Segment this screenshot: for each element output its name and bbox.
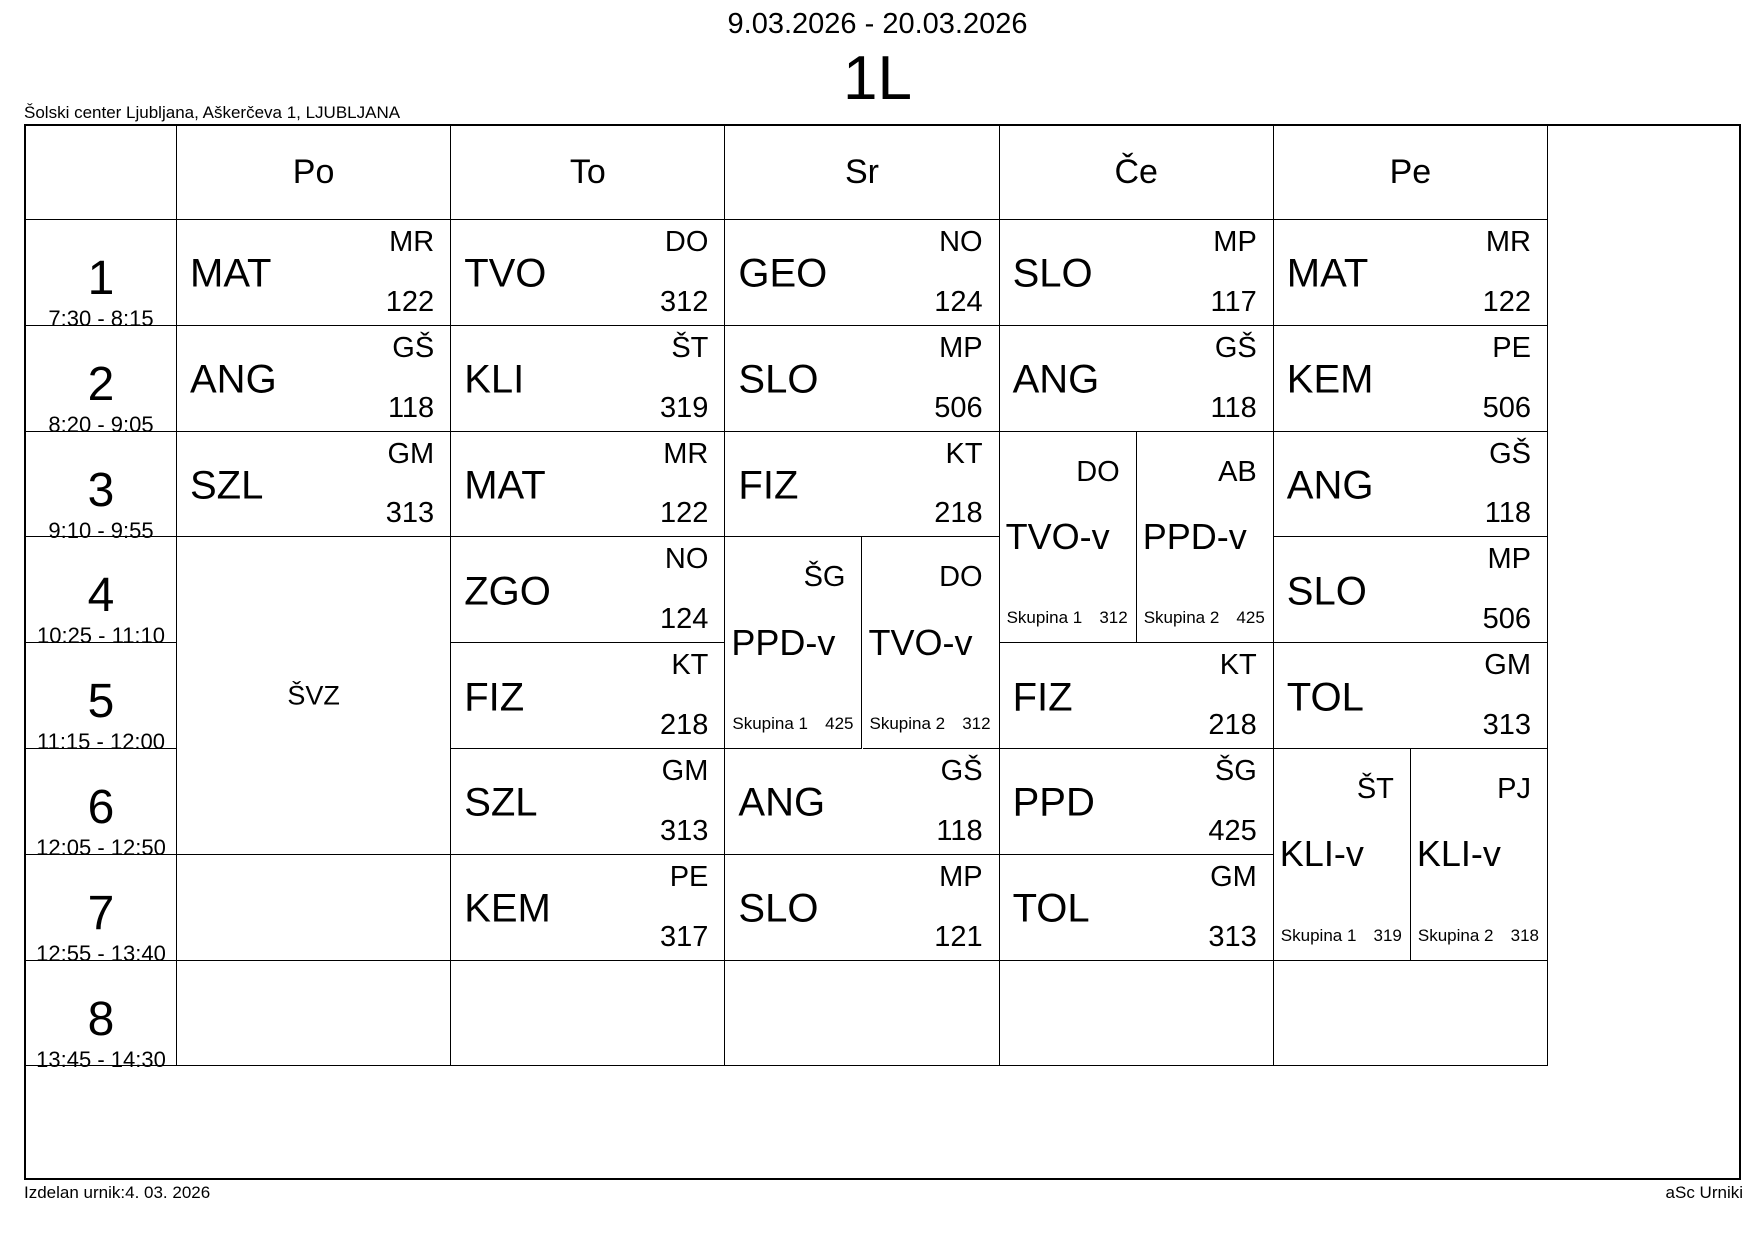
lesson-teacher: MR (663, 437, 709, 470)
lesson-room: 122 (1482, 285, 1531, 318)
period-header (26, 220, 177, 331)
lesson-subject: GEO (738, 251, 828, 296)
lesson-cell (177, 432, 451, 538)
lesson-teacher: NO (939, 226, 983, 258)
lesson-room: 121 (934, 920, 983, 953)
lesson-teacher: MP (939, 331, 983, 364)
lesson-cell (1274, 537, 1548, 643)
lesson-subject: MAT (464, 463, 546, 508)
period-number: 1 (87, 252, 115, 305)
lesson-room: 313 (659, 814, 709, 847)
period-time: 12:05 - 12:50 (36, 835, 166, 860)
period-header (26, 749, 177, 860)
lesson-cell (725, 749, 999, 855)
lesson-room: 312 (1099, 608, 1128, 628)
empty-cell (1274, 961, 1548, 1067)
lesson-teacher: GŠ (940, 755, 983, 787)
lesson-subject: PPD-v (1142, 515, 1247, 557)
day-header: Sr (725, 126, 999, 220)
lesson-cell (725, 326, 999, 432)
lesson-cell (1274, 220, 1548, 326)
lesson-cell (1000, 220, 1274, 326)
lesson-subject: ZGO (464, 569, 551, 614)
lesson-subject: ANG (1012, 357, 1100, 402)
lesson-subject: ANG (190, 357, 277, 402)
lesson-subject: KLI-v (1416, 833, 1501, 875)
empty-cell (1000, 961, 1274, 1067)
lesson-teacher: MP (1213, 226, 1257, 258)
lesson-group: Skupina 1 (1280, 925, 1357, 945)
period-number: 5 (87, 675, 115, 729)
lesson-teacher: ŠG (1214, 755, 1257, 787)
empty-cell (177, 961, 451, 1067)
period-time: 11:15 - 12:00 (36, 729, 166, 755)
lesson-teacher: MR (1485, 226, 1531, 258)
period-time: 12:55 - 13:40 (36, 940, 166, 966)
lesson-teacher: GŠ (1214, 331, 1257, 364)
group-lesson (1411, 749, 1548, 961)
group-lesson (863, 537, 1000, 749)
period-time: 9:10 - 9:55 (48, 517, 154, 543)
lesson-teacher: KT (945, 437, 983, 470)
lesson-teacher: NO (664, 543, 709, 576)
lesson-room: 218 (934, 497, 983, 530)
lesson-room: 124 (659, 603, 709, 636)
period-header (26, 961, 177, 1072)
lesson-cell (1274, 432, 1548, 538)
created-date: Izdelan urnik:4. 03. 2026 (24, 1183, 211, 1202)
lesson-room: 319 (1373, 925, 1402, 945)
period-header (26, 537, 177, 649)
lesson-room: 118 (1484, 497, 1531, 530)
lesson-subject: SLO (738, 886, 819, 931)
lesson-teacher: PE (669, 860, 709, 893)
lesson-teacher: KT (671, 649, 709, 682)
lesson-teacher: ŠG (803, 561, 846, 594)
lesson-cell (1000, 326, 1274, 432)
lesson-cell (177, 220, 451, 326)
lesson-teacher: MR (389, 226, 435, 258)
period-header (26, 855, 177, 966)
lesson-subject: TOL (1286, 675, 1364, 720)
day-header: Pe (1274, 126, 1548, 220)
period-header (26, 432, 177, 543)
lesson-subject: SLO (738, 357, 819, 402)
lesson-cell (725, 855, 999, 961)
group-lesson (1000, 432, 1137, 644)
lesson-room: 117 (1210, 285, 1257, 318)
period-number: 6 (87, 781, 115, 834)
period-number: 7 (87, 886, 115, 940)
lesson-room: 312 (659, 285, 709, 318)
lesson-teacher: PE (1492, 331, 1531, 364)
generator-label: aSc Urniki (1665, 1183, 1743, 1202)
lesson-teacher: MP (1487, 543, 1531, 576)
lesson-room: 118 (936, 814, 983, 847)
lesson-room: 218 (1208, 708, 1257, 741)
lesson-room: 313 (1482, 708, 1531, 741)
lesson-subject: SZL (464, 780, 538, 825)
lesson-cell (1000, 643, 1274, 749)
lesson-cell (1000, 855, 1274, 961)
lesson-cell (451, 643, 725, 749)
lesson-teacher: KT (1219, 649, 1257, 682)
lesson-subject: KLI (464, 357, 525, 402)
lesson-room: 506 (1482, 603, 1531, 636)
lesson-room: 317 (659, 920, 709, 953)
empty-cell (177, 855, 451, 961)
lesson-room: 218 (659, 708, 709, 741)
lesson-cell (451, 749, 725, 855)
lesson-cell (725, 220, 999, 326)
lesson-room: 313 (385, 497, 435, 530)
lesson-group: Skupina 2 (869, 713, 946, 733)
period-number: 2 (87, 357, 115, 411)
lesson-room: 122 (659, 497, 709, 530)
lesson-room: 318 (1510, 925, 1539, 945)
empty-cell (725, 961, 999, 1067)
lesson-subject: KEM (464, 886, 551, 931)
period-time: 7:30 - 8:15 (48, 306, 154, 331)
lesson-group: Skupina 2 (1417, 925, 1494, 945)
lesson-teacher: DO (1076, 455, 1120, 488)
lesson-cell (451, 220, 725, 326)
timetable-grid (24, 124, 1741, 1180)
lesson-cell (451, 326, 725, 432)
period-number: 8 (87, 992, 115, 1046)
lesson-subject: ŠVZ (287, 680, 340, 711)
lesson-room: 124 (934, 285, 983, 318)
lesson-cell (1274, 643, 1548, 749)
lesson-cell (451, 432, 725, 538)
lesson-room: 425 (1208, 814, 1257, 847)
lesson-room: 425 (825, 713, 854, 733)
lesson-room: 122 (385, 285, 435, 318)
lesson-cell (177, 326, 451, 432)
lesson-room: 506 (934, 391, 983, 424)
lesson-subject: ANG (738, 780, 826, 825)
lesson-subject: FIZ (464, 675, 525, 720)
lesson-teacher: GŠ (1489, 437, 1531, 470)
lesson-cell (1000, 749, 1274, 855)
lesson-teacher: DO (664, 226, 709, 258)
lesson-subject: PPD-v (731, 621, 836, 663)
lesson-teacher: GM (661, 755, 709, 787)
lesson-subject: TVO-v (868, 621, 973, 663)
lesson-room: 319 (659, 391, 709, 424)
group-lesson (725, 537, 862, 749)
class-title: 1L (843, 44, 912, 113)
period-time: 13:45 - 14:30 (36, 1046, 166, 1072)
lesson-teacher: GŠ (392, 331, 435, 364)
day-header: Če (1000, 126, 1274, 220)
school-address: Šolski center Ljubljana, Aškerčeva 1, LJUBLJANA (24, 103, 401, 122)
period-time: 8:20 - 9:05 (48, 411, 154, 437)
lesson-subject: TVO (464, 251, 547, 296)
lesson-group: Skupina 1 (732, 713, 809, 733)
period-header (26, 326, 177, 437)
lesson-subject: SLO (1012, 251, 1093, 296)
empty-cell (451, 961, 725, 1067)
day-header: Po (177, 126, 451, 220)
lesson-block (177, 537, 451, 854)
lesson-subject: SLO (1286, 569, 1367, 614)
lesson-group: Skupina 1 (1006, 608, 1083, 628)
lesson-subject: FIZ (1012, 675, 1073, 720)
lesson-teacher: PJ (1497, 773, 1531, 805)
period-time: 10:25 - 11:10 (36, 623, 166, 649)
lesson-subject: SZL (190, 463, 264, 508)
lesson-subject: KLI-v (1279, 833, 1364, 875)
lesson-teacher: MP (939, 860, 983, 893)
lesson-teacher: ŠT (1356, 773, 1394, 805)
lesson-group: Skupina 2 (1143, 608, 1220, 628)
lesson-subject: PPD (1012, 780, 1095, 825)
lesson-subject: KEM (1286, 357, 1374, 402)
lesson-cell (1274, 326, 1548, 432)
lesson-teacher: DO (939, 561, 983, 594)
lesson-subject: ANG (1286, 463, 1374, 508)
lesson-room: 118 (387, 391, 435, 424)
period-header (26, 643, 177, 755)
period-number: 4 (87, 569, 115, 623)
group-lesson (1274, 749, 1411, 961)
lesson-cell (725, 432, 999, 538)
lesson-room: 425 (1236, 608, 1265, 628)
lesson-teacher: ŠT (671, 331, 709, 364)
lesson-teacher: GM (387, 437, 435, 470)
lesson-room: 313 (1208, 920, 1257, 953)
lesson-teacher: AB (1218, 455, 1257, 488)
date-range: 9.03.2026 - 20.03.2026 (727, 8, 1028, 40)
lesson-room: 312 (962, 713, 991, 733)
lesson-subject: MAT (1286, 251, 1369, 296)
lesson-subject: TOL (1012, 886, 1090, 931)
group-lesson (1137, 432, 1274, 644)
lesson-cell (451, 537, 725, 643)
lesson-subject: TVO-v (1005, 515, 1110, 557)
lesson-cell (451, 855, 725, 961)
lesson-teacher: GM (1210, 860, 1257, 893)
lesson-teacher: GM (1484, 649, 1531, 682)
lesson-room: 118 (1210, 391, 1257, 424)
lesson-room: 506 (1482, 391, 1531, 424)
corner-cell (26, 126, 177, 220)
lesson-subject: MAT (190, 251, 272, 296)
lesson-subject: FIZ (738, 463, 799, 508)
day-header: To (451, 126, 725, 220)
period-number: 3 (87, 463, 115, 517)
